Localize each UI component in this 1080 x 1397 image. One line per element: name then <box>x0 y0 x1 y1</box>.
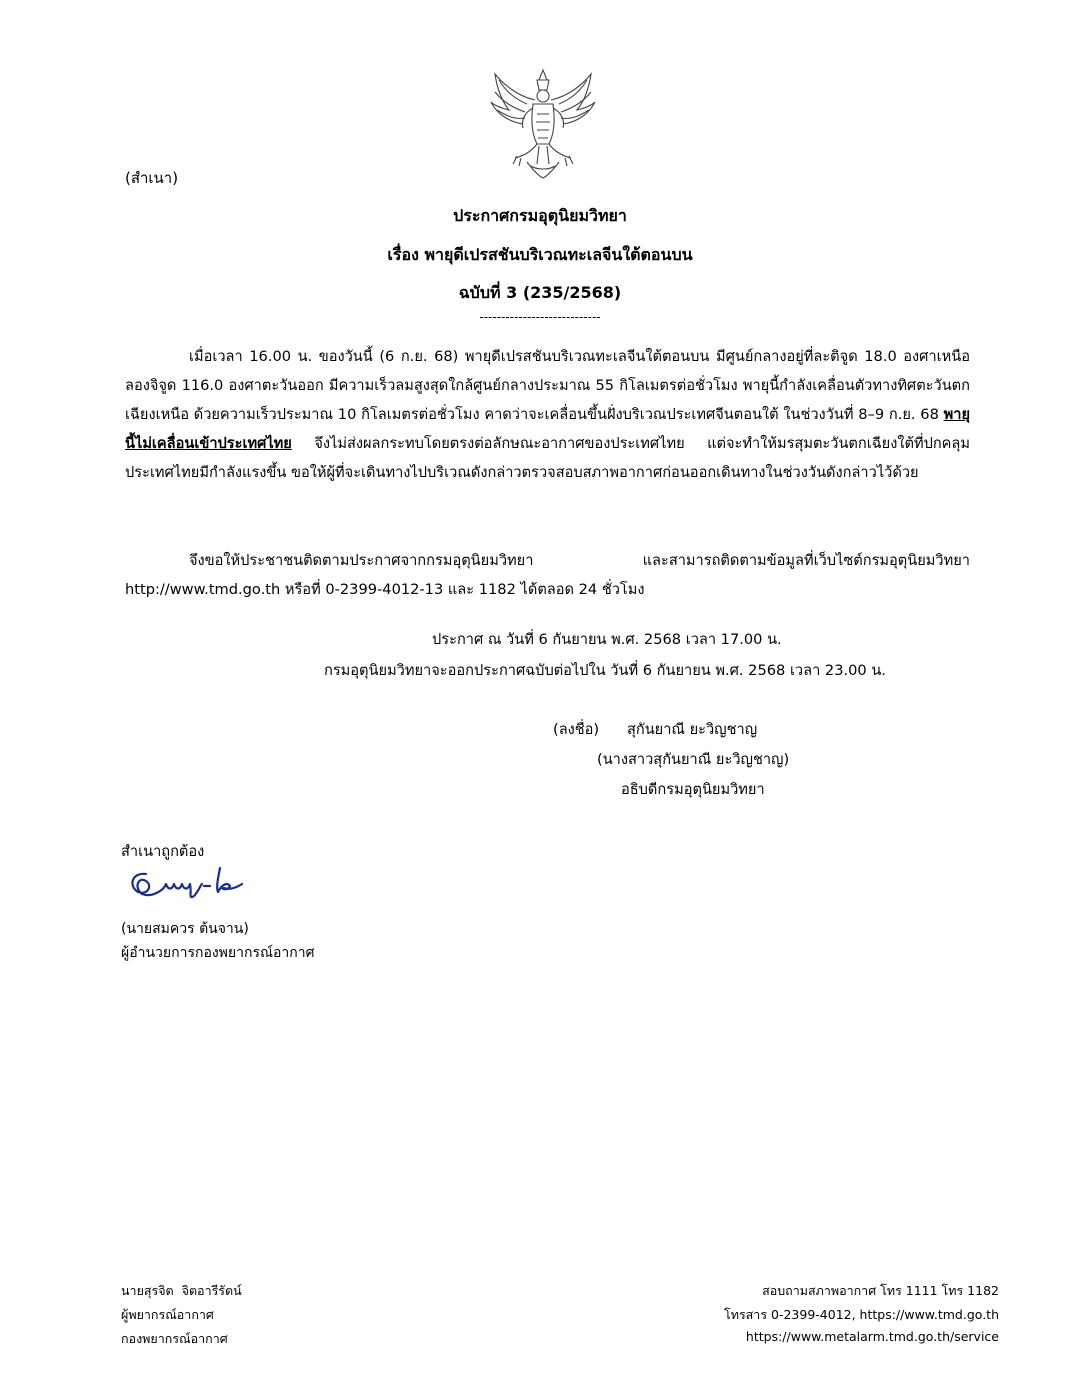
footer-right-line-2: โทรสาร 0-2399-4012, https://www.tmd.go.th <box>724 1307 999 1322</box>
copy-tag: (สำเนา) <box>125 169 179 187</box>
announcement-issue: ฉบับที่ 3 (235/2568) <box>458 283 622 302</box>
paragraph-1-text-a: เมื่อเวลา 16.00 น. ของวันนี้ (6 ก.ย. 68) พายุดีเปรสชันบริเวณทะเลจีนใต้ตอนบน มีศูนย์กลางอยู่ที่ละติจูด 18.0 องศาเหนือ ลองจิจูด 116.0 องศาตะวันออก มีความเร็วลมสูงสุดใกล้ศูนย์กลางประมาณ 55 กิโลเมตรต่อชั่วโมง พายุนี้กำลังเคลื่อนตัวทางทิศตะวันตกเฉียงเหนือ ด้วยความเร็วประมาณ 10 กิโลเมตรต่อชั่วโมง คาดว่าจะเคลื่อนขึ้นฝั่งบริเวณประเทศจีนตอนใต้ ในช่วงวันที่ 8–9 ก.ย. 68 <box>125 348 970 423</box>
issued-datetime: ประกาศ ณ วันที่ 6 กันยายน พ.ศ. 2568 เวลา 17.00 น. <box>432 631 782 648</box>
signed-line: (ลงชื่อ) สุกันยาณี ยะวิญชาญ <box>553 721 758 738</box>
footer-right-line-1: สอบถามสภาพอากาศ โทร 1111 โทร 1182 <box>762 1283 999 1298</box>
footer-right-line-3: https://www.metalarm.tmd.go.th/service <box>745 1329 999 1344</box>
footer-left-line-3: กองพยากรณ์อากาศ <box>121 1331 228 1346</box>
title-divider: ---------------------------- <box>479 310 601 324</box>
certifier-name: (นายสมควร ต้นจาน) <box>121 921 249 937</box>
highlight-not-entering-thailand: พายุนี้ไม่เคลื่อนเข้าประเทศไทย <box>125 406 970 452</box>
body-paragraph-1 <box>125 342 970 487</box>
signatory-full-name: (นางสาวสุกันยาณี ยะวิญชาญ) <box>597 751 790 768</box>
paragraph-1-text-b: จึงไม่ส่งผลกระทบโดยตรงต่อลักษณะอากาศของประเทศไทย แต่จะทำให้มรสุมตะวันตกเฉียงใต้ที่ปกคลุมประเทศไทยมีกำลังแรงขึ้น ขอให้ผู้ที่จะเดินทางไปบริเวณดังกล่าวตรวจสอบสภาพอากาศก่อนออกเดินทางในช่วงวันดังกล่าวไว้ด้วย <box>125 435 970 481</box>
certified-copy-label: สำเนาถูกต้อง <box>121 843 205 860</box>
handwritten-signature <box>124 862 244 902</box>
signatory-position: อธิบดีกรมอุตุนิยมวิทยา <box>621 781 765 798</box>
next-issue-datetime: กรมอุตุนิยมวิทยาจะออกประกาศฉบับต่อไปใน วันที่ 6 กันยายน พ.ศ. 2568 เวลา 23.00 น. <box>324 662 886 679</box>
announcement-subject: เรื่อง พายุดีเปรสชันบริเวณทะเลจีนใต้ตอนบน <box>387 245 693 264</box>
body-paragraph-2 <box>125 546 970 604</box>
footer-left-line-1: นายสุรจิต จิตอารีรัตน์ <box>121 1283 242 1298</box>
paragraph-2-text: จึงขอให้ประชาชนติดตามประกาศจากกรมอุตุนิยมวิทยา และสามารถติดตามข้อมูลที่เว็บไซต์กรมอุตุนิยมวิทยา http://www.tmd.go.th หรือที่ 0-2399-4012-13 และ 1182 ได้ตลอด 24 ชั่วโมง <box>125 552 970 598</box>
footer-left-line-2: ผู้พยากรณ์อากาศ <box>121 1307 214 1322</box>
certifier-position: ผู้อำนวยการกองพยากรณ์อากาศ <box>121 945 315 961</box>
announcement-title: ประกาศกรมอุตุนิยมวิทยา <box>453 206 627 225</box>
garuda-emblem-icon <box>487 66 599 182</box>
